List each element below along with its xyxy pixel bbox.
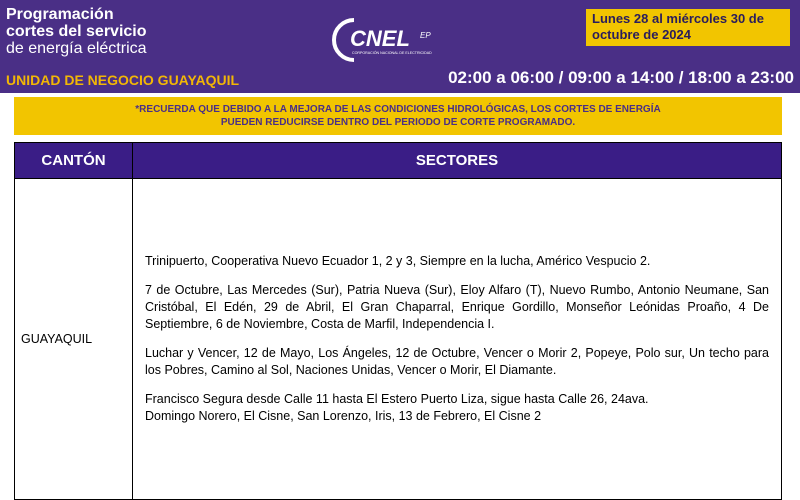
header-banner (0, 0, 800, 93)
outage-hours: 02:00 a 06:00 / 09:00 a 14:00 / 18:00 a 23:00 (448, 68, 794, 87)
title-line-3: de energía eléctrica (6, 40, 147, 57)
cnel-logo (332, 16, 452, 66)
page-title (6, 6, 147, 57)
schedule-table (14, 142, 782, 500)
notice-banner (14, 97, 782, 135)
sector-list-item: Trinipuerto, Cooperativa Nuevo Ecuador 1, 2 y 3, Siempre en la lucha, Américo Vespucio 2. (145, 254, 651, 268)
canton-cell: GUAYAQUIL (15, 179, 133, 500)
business-unit-label: UNIDAD DE NEGOCIO GUAYAQUIL (6, 72, 240, 88)
notice-line-2: PUEDEN REDUCIRSE DENTRO DEL PERIODO DE CORTE PROGRAMADO. (220, 117, 576, 128)
table-row (15, 179, 782, 500)
date-range-box: Lunes 28 al miércoles 30 de octubre de 2024 (586, 9, 790, 46)
column-header-sectores: SECTORES (133, 143, 782, 179)
notice-line-1: *RECUERDA QUE DEBIDO A LA MEJORA DE LAS CONDICIONES HIDROLÓGICAS, LOS CORTES DE ENERGÍA (135, 104, 661, 115)
sectors-cell (133, 179, 782, 500)
title-line-2: cortes del servicio (6, 23, 147, 40)
sector-list-item: Domingo Norero, El Cisne, San Lorenzo, Iris, 13 de Febrero, El Cisne 2 (145, 409, 542, 423)
sector-list-item: 7 de Octubre, Las Mercedes (Sur), Patria Nueva (Sur), Eloy Alfaro (T), Nuevo Rumbo, Antonio Neumane, San Cristóbal, El Edén, 29 de Abril, El Gran Chaparral, Enrique Gordillo, Monseñor Leónidas Proaño, 4 De Septiembre, 6 de Noviembre, Costa de Marfil, Independencia I. (145, 283, 769, 331)
column-header-canton: CANTÓN (15, 143, 133, 179)
sector-list-item: Francisco Segura desde Calle 11 hasta El Estero Puerto Liza, sigue hasta Calle 26, 24ava. (145, 392, 649, 406)
table-header-row (15, 143, 782, 179)
logo-text: CNEL (350, 26, 410, 51)
title-line-1: Programación (6, 6, 114, 23)
sector-list-item: Luchar y Vencer, 12 de Mayo, Los Ángeles, 12 de Octubre, Vencer o Morir 2, Popeye, Polo sur, Un techo para los Pobres, Camino al Sol, Naciones Unidas, Vencer o Morir, El Diamante. (145, 346, 769, 377)
logo-suffix: EP (420, 31, 431, 40)
logo-subtitle: CORPORACIÓN NACIONAL DE ELECTRICIDAD (352, 51, 432, 55)
